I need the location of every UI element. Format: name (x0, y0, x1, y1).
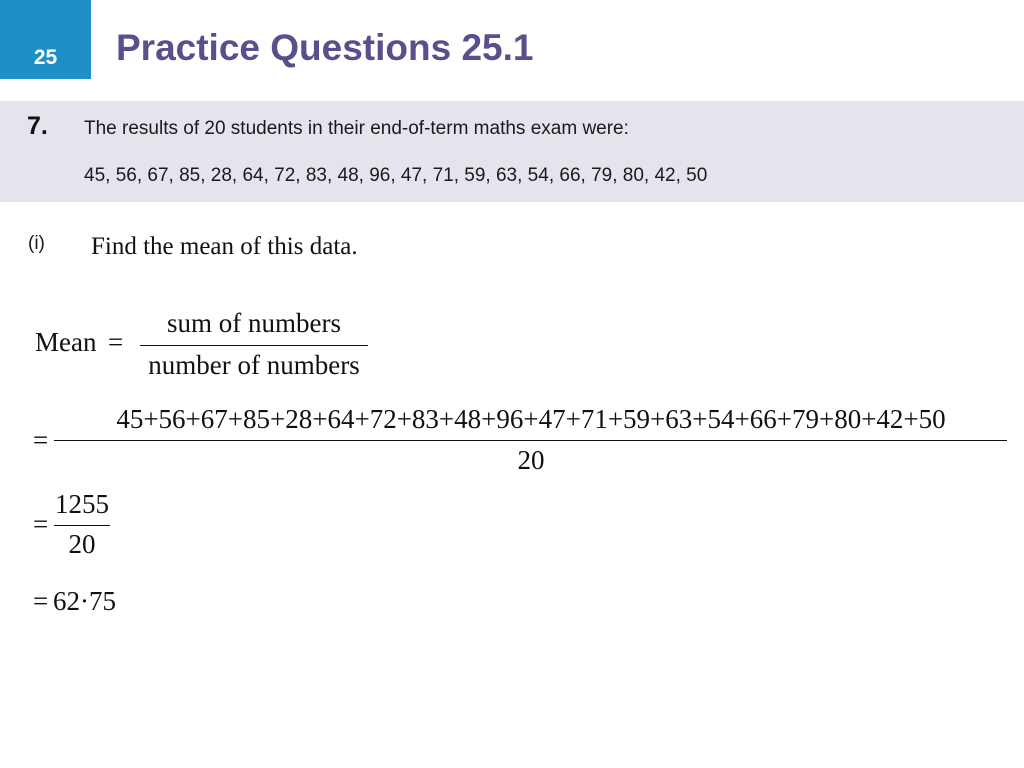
question-number: 7. (27, 112, 48, 140)
total-numerator: 1255 (55, 489, 109, 519)
mean-result: 62·75 (53, 586, 116, 616)
count-denominator: 20 (68, 529, 96, 559)
slide-title: Practice Questions 25.1 (116, 27, 534, 68)
equals-sign: = (33, 425, 49, 455)
fraction-bar (54, 440, 1007, 441)
fraction-bar (54, 525, 110, 526)
question-text: The results of 20 students in their end-of-term maths exam were: (84, 118, 629, 139)
question-data-list: 45, 56, 67, 85, 28, 64, 72, 83, 48, 96, 47, 71, 59, 63, 54, 66, 79, 80, 42, 50 (84, 165, 708, 186)
chapter-number-badge: 25 (0, 0, 91, 79)
part-label: (i) (28, 233, 45, 254)
fraction-bar (140, 345, 368, 346)
mean-label: Mean (35, 327, 97, 357)
equals-sign: = (33, 509, 49, 539)
sum-expression: 45+56+67+85+28+64+72+83+48+96+47+71+59+63+54+66+79+80+42+50 (116, 404, 946, 434)
formula-denominator: number of numbers (148, 350, 360, 380)
formula-numerator: sum of numbers (167, 308, 341, 338)
equals-sign: = (33, 586, 49, 616)
part-question-text: Find the mean of this data. (91, 233, 358, 260)
count-denominator: 20 (517, 445, 545, 475)
equals-sign: = (108, 327, 124, 357)
